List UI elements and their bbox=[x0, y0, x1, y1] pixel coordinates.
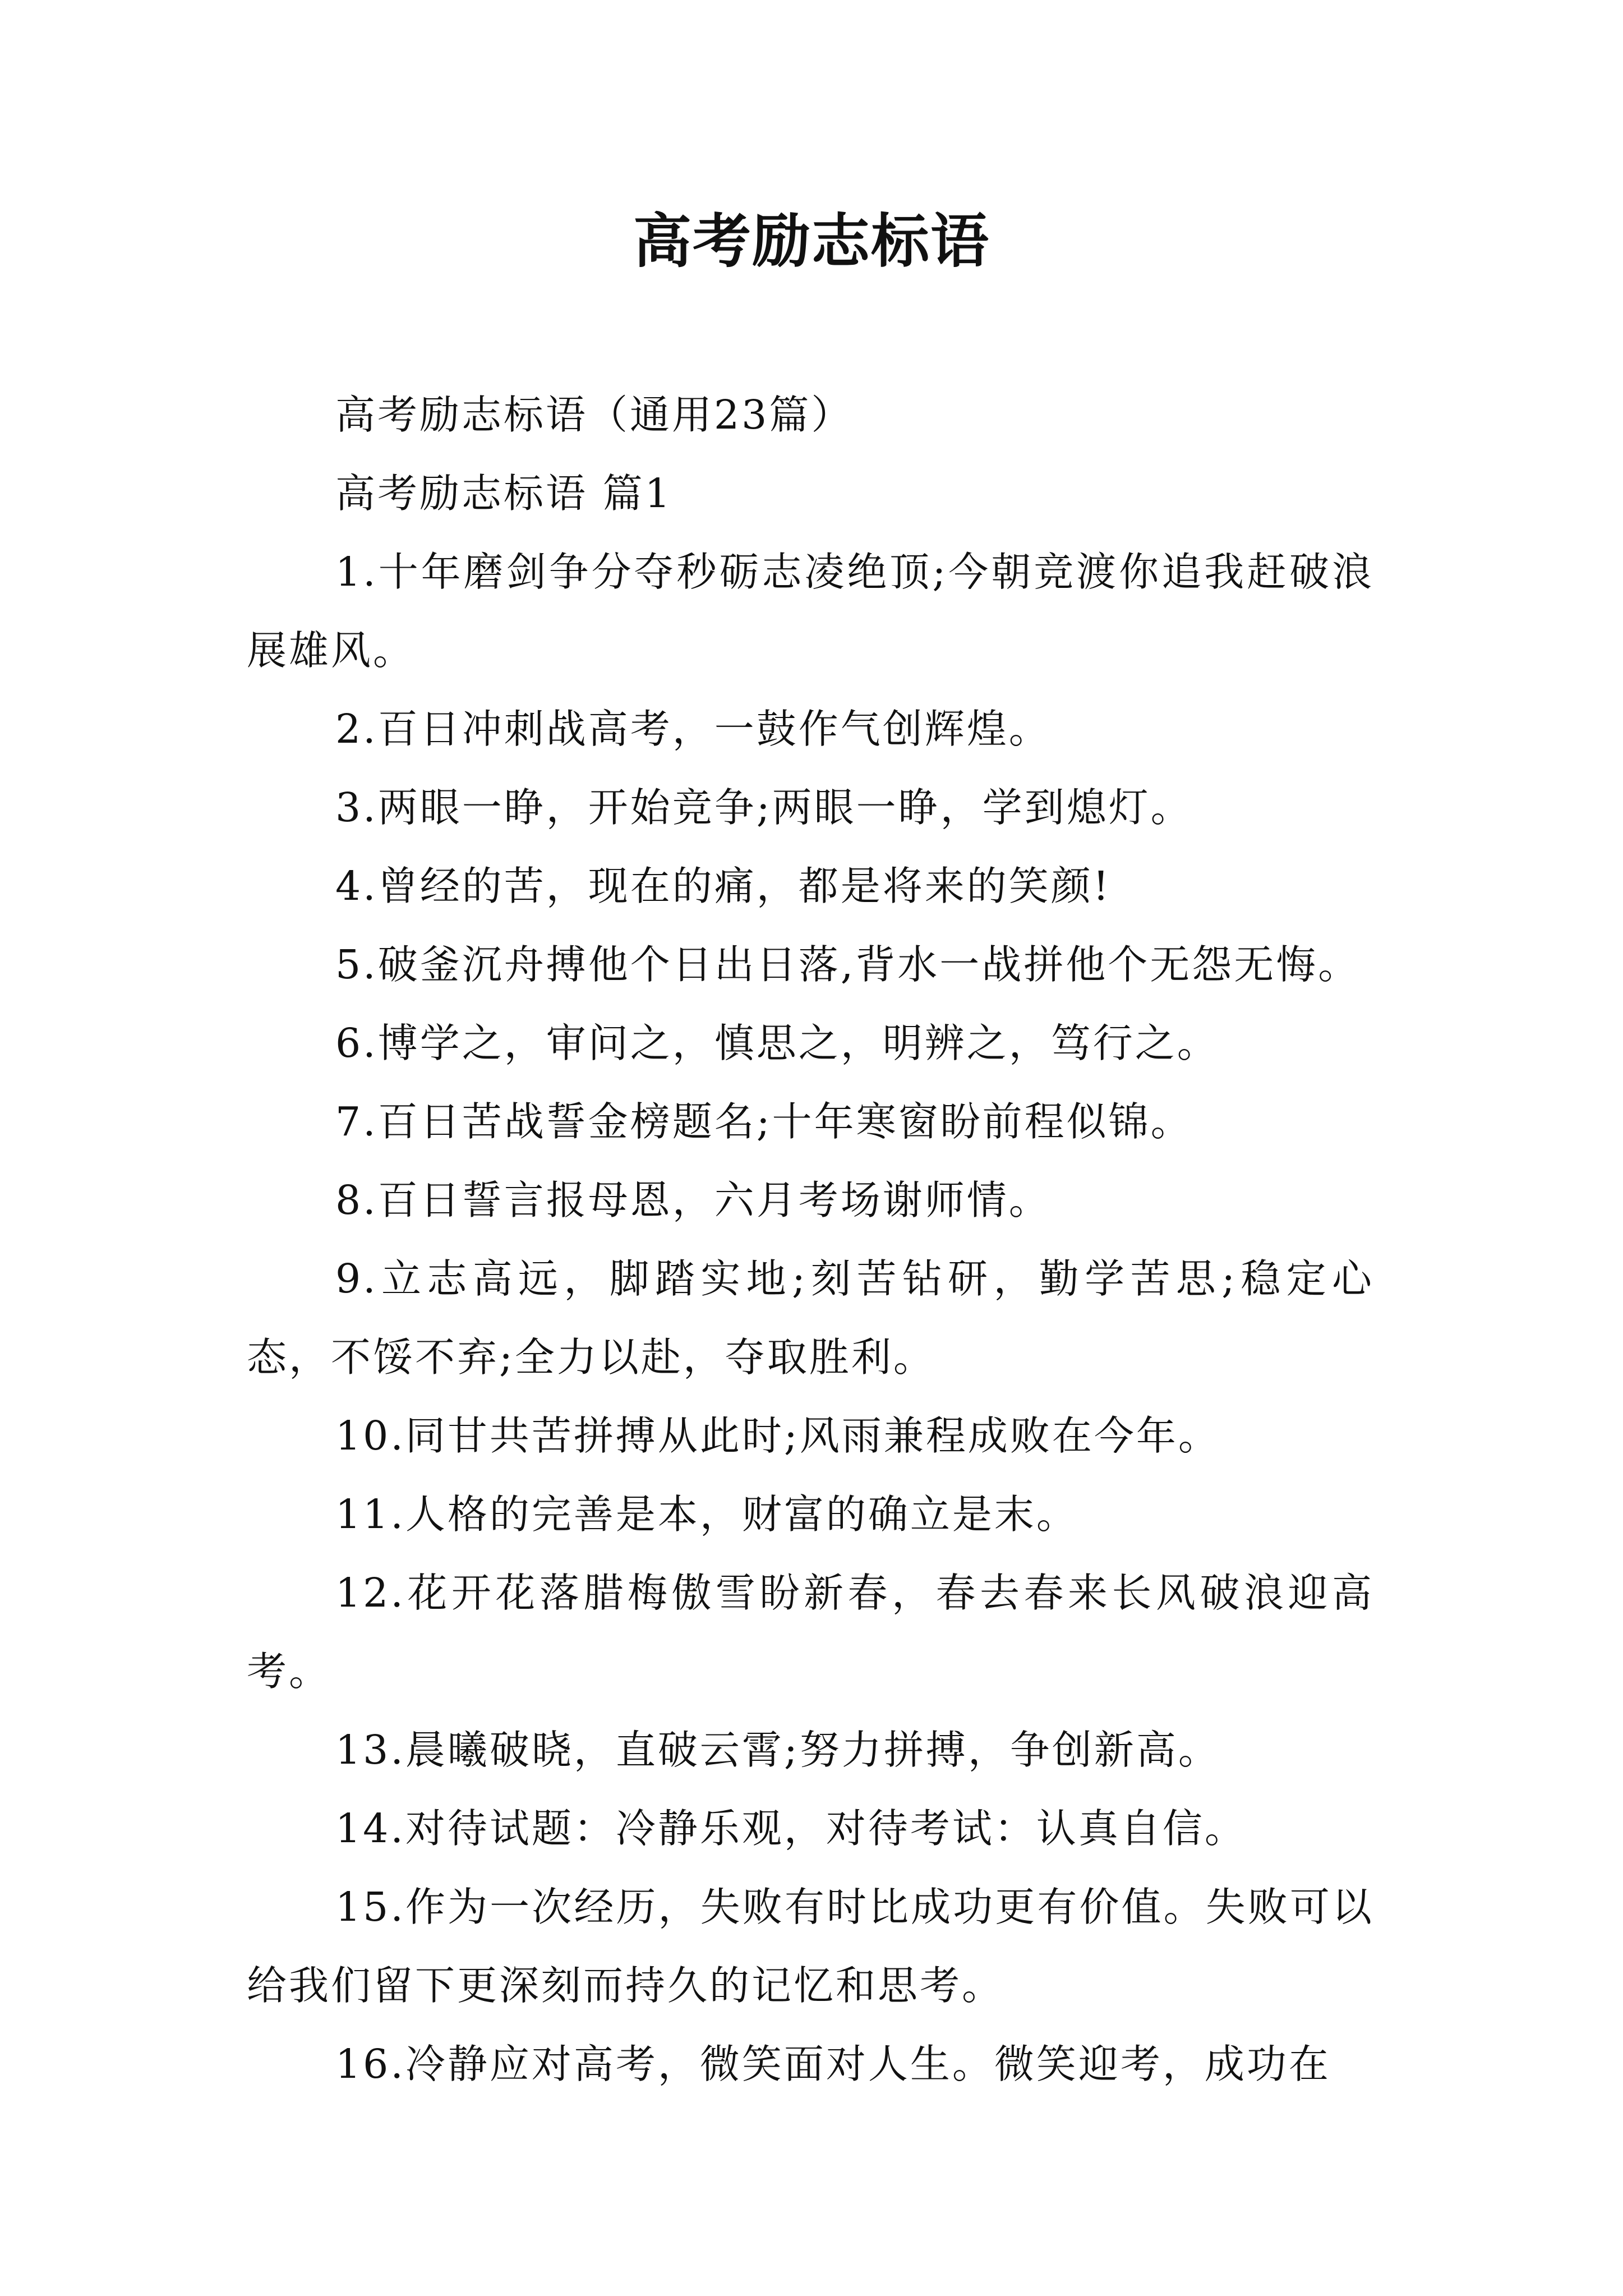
slogan-item: 10.同甘共苦拼搏从此时;风雨兼程成败在今年。 bbox=[335, 1412, 1220, 1459]
slogan-item: 9.立志高远，脚踏实地;刻苦钻研，勤学苦思;稳定心态，不馁不弃;全力以赴，夺取胜利。 bbox=[247, 1255, 1374, 1381]
slogan-item: 1.十年磨剑争分夺秒砺志凌绝顶;今朝竞渡你追我赶破浪展雄风。 bbox=[247, 549, 1374, 674]
slogan-item: 4.曾经的苦，现在的痛，都是将来的笑颜! bbox=[335, 863, 1112, 909]
slogan-item: 6.博学之，审问之，慎思之，明辨之，笃行之。 bbox=[335, 1020, 1219, 1066]
document-title: 高考励志标语 bbox=[633, 206, 990, 275]
document-body bbox=[247, 376, 1374, 2104]
slogan-item: 15.作为一次经历，失败有时比成功更有价值。失败可以给我们留下更深刻而持久的记忆和思考。 bbox=[247, 1884, 1374, 2009]
subtitle-paragraph: 高考励志标语（通用23篇） bbox=[335, 392, 854, 438]
section-heading: 高考励志标语 篇1 bbox=[335, 470, 672, 517]
slogan-item: 3.两眼一睁，开始竞争;两眼一睁，学到熄灯。 bbox=[335, 784, 1193, 831]
slogan-item: 11.人格的完善是本，财富的确立是末。 bbox=[335, 1491, 1078, 1538]
slogan-item: 16.冷静应对高考，微笑面对人生。微笑迎考，成功在 bbox=[335, 2041, 1331, 2087]
slogan-item: 13.晨曦破晓，直破云霄;努力拼搏，争创新高。 bbox=[335, 1727, 1220, 1773]
slogan-item: 5.破釜沉舟搏他个日出日落,背水一战拼他个无怨无悔。 bbox=[335, 941, 1361, 988]
slogan-item: 8.百日誓言报母恩，六月考场谢师情。 bbox=[335, 1177, 1051, 1223]
slogan-item: 7.百日苦战誓金榜题名;十年寒窗盼前程似锦。 bbox=[335, 1098, 1193, 1145]
slogan-item: 2.百日冲刺战高考，一鼓作气创辉煌。 bbox=[335, 706, 1051, 752]
slogan-item: 12.花开花落腊梅傲雪盼新春，春去春来长风破浪迎高考。 bbox=[247, 1570, 1374, 1695]
slogan-item: 14.对待试题：冷静乐观，对待考试：认真自信。 bbox=[335, 1805, 1247, 1852]
